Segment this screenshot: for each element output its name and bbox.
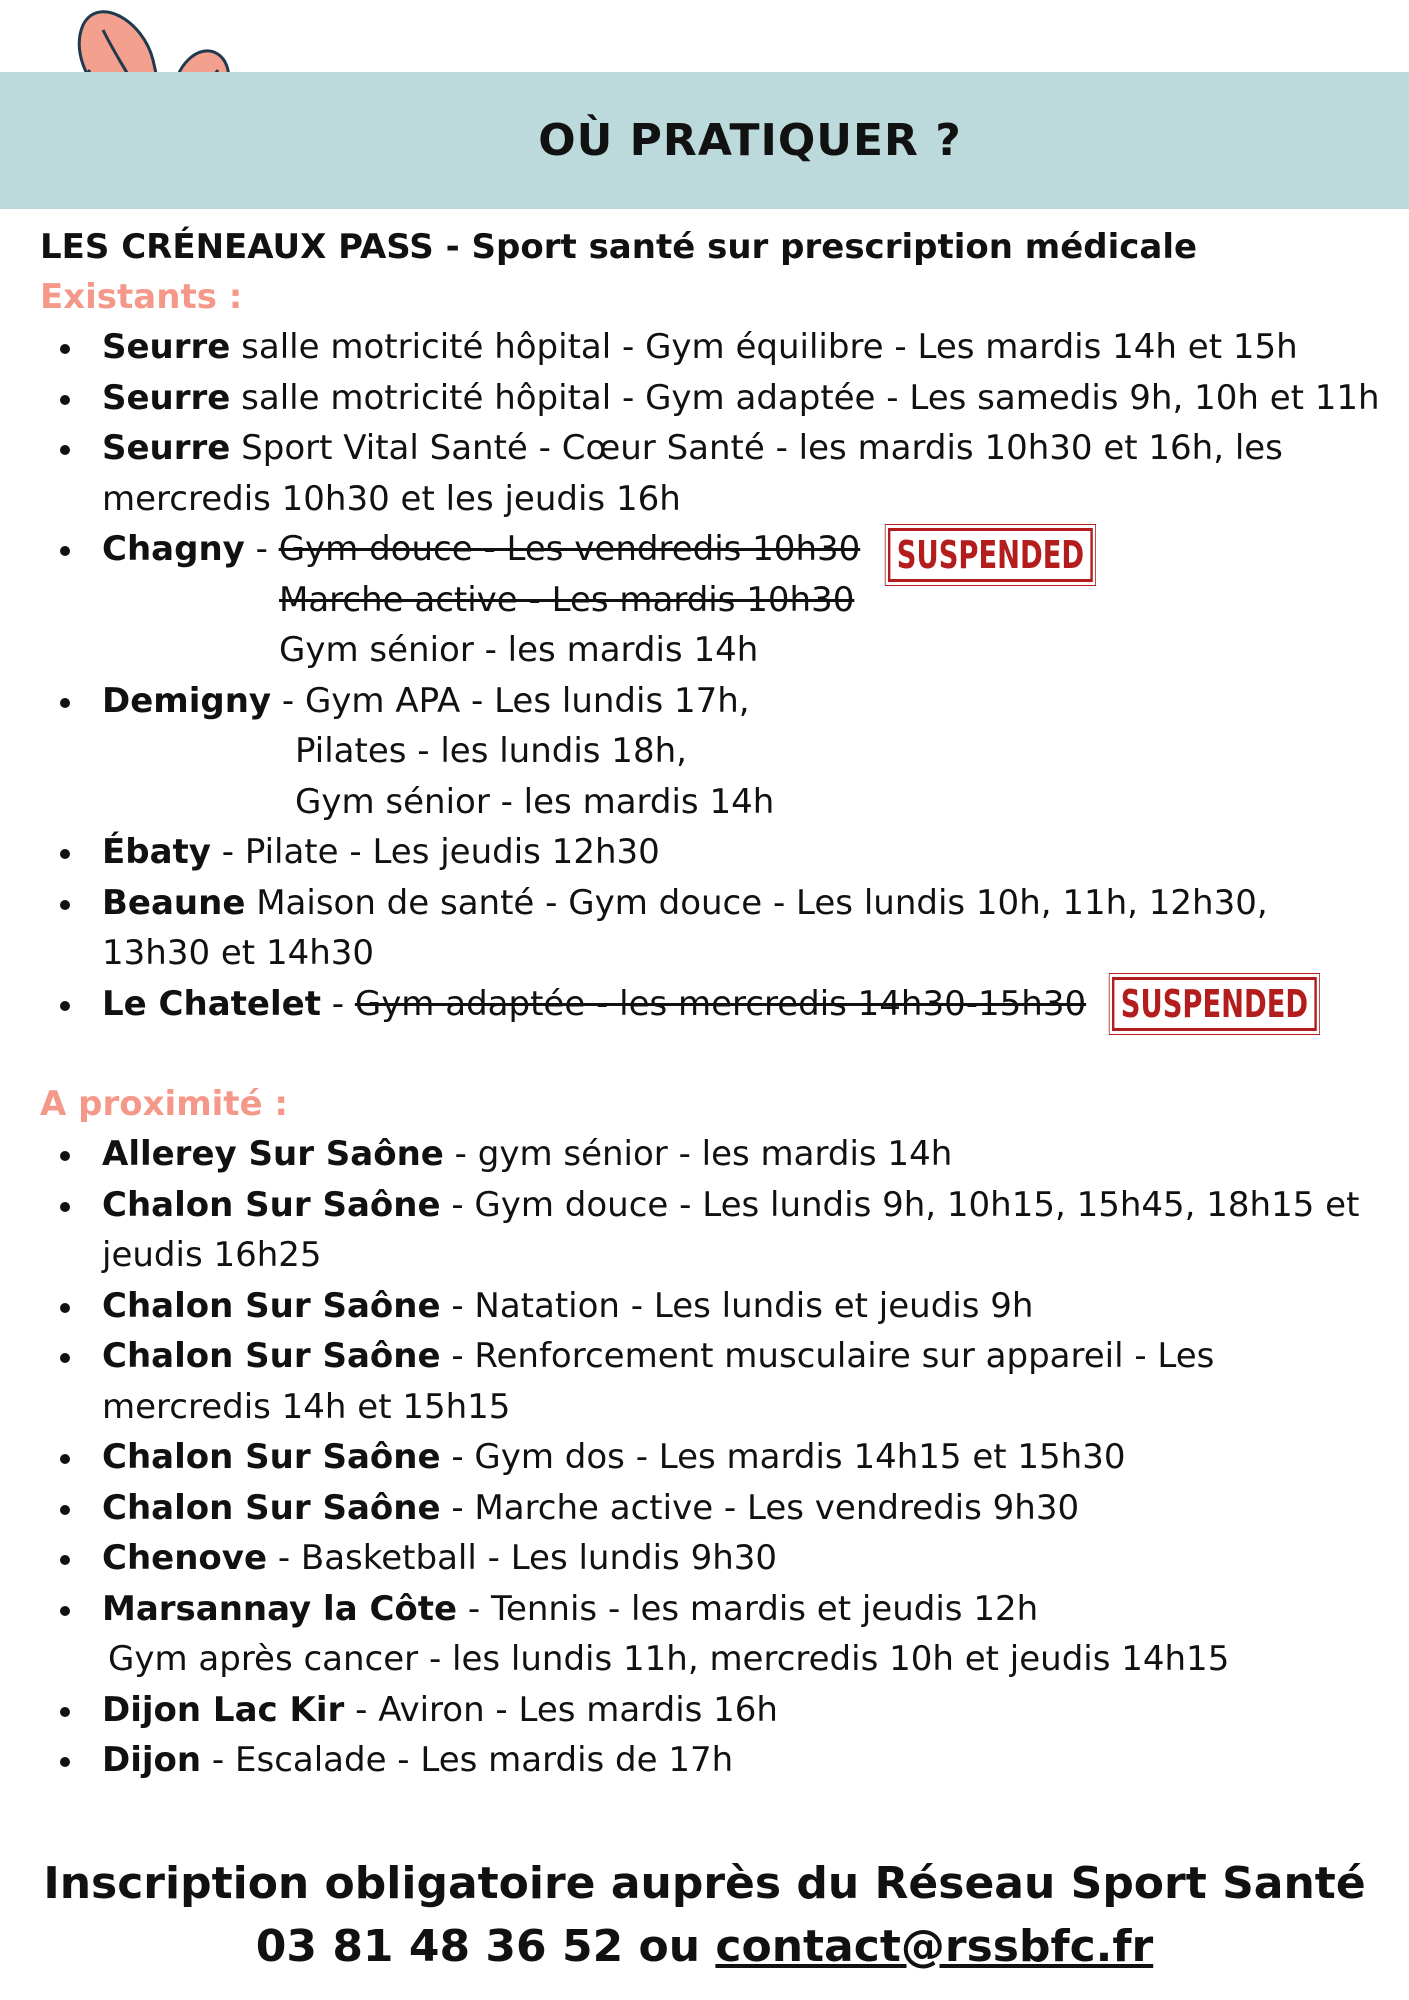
item-continuation: Gym après cancer - les lundis 11h, mercredis 10h et jeudis 14h15 [108,1639,1230,1679]
list-item [40,322,1380,373]
contact-line [0,1915,1409,1978]
item-continuation: jeudis 16h25 [102,1235,322,1275]
item-continuation: Gym sénior - les mardis 14h [295,781,775,822]
item-text: Maison de santé - Gym douce - Les lundis 10h, 11h, 12h30, [245,882,1268,923]
list-item-demigny [40,676,1380,828]
subtitle: LES CRÉNEAUX PASS - Sport santé sur prescription médicale [40,227,1198,267]
suspended-class-text: Gym douce - Les vendredis 10h30 [278,529,861,569]
place-name: Ébaty [102,832,211,872]
place-name: Marsannay la Côte [102,1588,458,1629]
item-text: - Tennis - les mardis et jeudis 12h [457,1588,1039,1629]
separator: - [244,529,279,569]
list-item [40,1483,1380,1534]
item-text: - gym sénior - les mardis 14h [443,1134,953,1174]
separator: - [320,983,355,1024]
suspended-class-text: Marche active - Les mardis 10h30 [279,579,855,620]
list-item [40,1685,1380,1736]
place-name: Seurre [102,428,231,468]
place-name: Chalon Sur Saône [102,1184,441,1225]
registration-notice: Inscription obligatoire auprès du Réseau Sport Santé [43,1858,1366,1909]
nearby-list [40,1129,1380,1786]
place-name: Demigny [102,680,272,721]
place-name: Chalon Sur Saône [102,1487,441,1528]
suspended-stamp: SUSPENDED [888,528,1093,582]
item-text: - Renforcement musculaire sur appareil - Les [440,1336,1215,1376]
item-text: - Pilate - Les jeudis 12h30 [210,832,660,872]
existing-list [40,322,1380,1029]
list-item [40,1533,1380,1584]
place-name: Allerey Sur Saône [102,1134,444,1174]
list-item [40,373,1380,424]
list-item [40,1735,1380,1786]
place-name: Chenove [102,1538,268,1578]
item-text: Sport Vital Santé - Cœur Santé - les mardis 10h30 et 16h, les [230,428,1283,468]
item-text: - Basketball - Les lundis 9h30 [267,1538,778,1578]
main-content [40,222,1380,1786]
item-continuation: mercredis 10h30 et les jeudis 16h [102,478,681,519]
list-item [40,1331,1380,1432]
item-text: - Escalade - Les mardis de 17h [201,1740,734,1780]
list-item [40,423,1380,524]
item-text: - Gym APA - Les lundis 17h, [271,680,750,721]
phone-number: 03 81 48 36 52 ou [255,1921,716,1972]
item-text: - Gym douce - Les lundis 9h, 10h15, 15h45, 18h15 et [440,1184,1360,1225]
registration-footer [0,1852,1409,1978]
place-name: Beaune [102,882,246,923]
suspended-stamp: SUSPENDED [1112,977,1317,1031]
place-name: Dijon [102,1740,202,1780]
list-item [40,1180,1380,1281]
place-name: Le Chatelet [102,983,321,1024]
item-text: salle motricité hôpital - Gym adaptée - Les samedis 9h, 10h et 11h [230,377,1380,418]
place-name: Chagny [102,529,245,569]
place-name: Seurre [102,327,231,367]
place-name: Chalon Sur Saône [102,1285,441,1326]
item-continuation: Pilates - les lundis 18h, [295,731,687,771]
item-text: - Marche active - Les vendredis 9h30 [440,1487,1080,1528]
item-continuation: 13h30 et 14h30 [102,933,375,973]
list-item [40,1281,1380,1332]
item-text: - Aviron - Les mardis 16h [344,1689,778,1730]
item-text: salle motricité hôpital - Gym équilibre - Les mardis 14h et 15h [230,327,1298,367]
place-name: Chalon Sur Saône [102,1437,441,1477]
title-banner [0,72,1409,209]
section-heading-existing: Existants : [40,277,243,317]
list-item-le-chatelet [40,979,1380,1030]
item-continuation: mercredis 14h et 15h15 [102,1386,511,1427]
item-text: - Natation - Les lundis et jeudis 9h [440,1285,1034,1326]
list-item-chagny [40,524,1380,676]
list-item [40,1584,1380,1685]
place-name: Dijon Lac Kir [102,1689,345,1730]
list-item [40,878,1380,979]
place-name: Seurre [102,377,231,418]
list-item [40,1129,1380,1180]
list-item [40,827,1380,878]
list-item [40,1432,1380,1483]
place-name: Chalon Sur Saône [102,1336,441,1376]
page-title: OÙ PRATIQUER ? [538,115,962,166]
item-text: - Gym dos - Les mardis 14h15 et 15h30 [440,1437,1126,1477]
email-link[interactable]: contact@rssbfc.fr [715,1921,1154,1972]
item-continuation: Gym sénior - les mardis 14h [279,630,759,670]
suspended-class-text: Gym adaptée - les mercredis 14h30-15h30 [354,983,1087,1024]
section-heading-nearby: A proximité : [40,1084,289,1124]
